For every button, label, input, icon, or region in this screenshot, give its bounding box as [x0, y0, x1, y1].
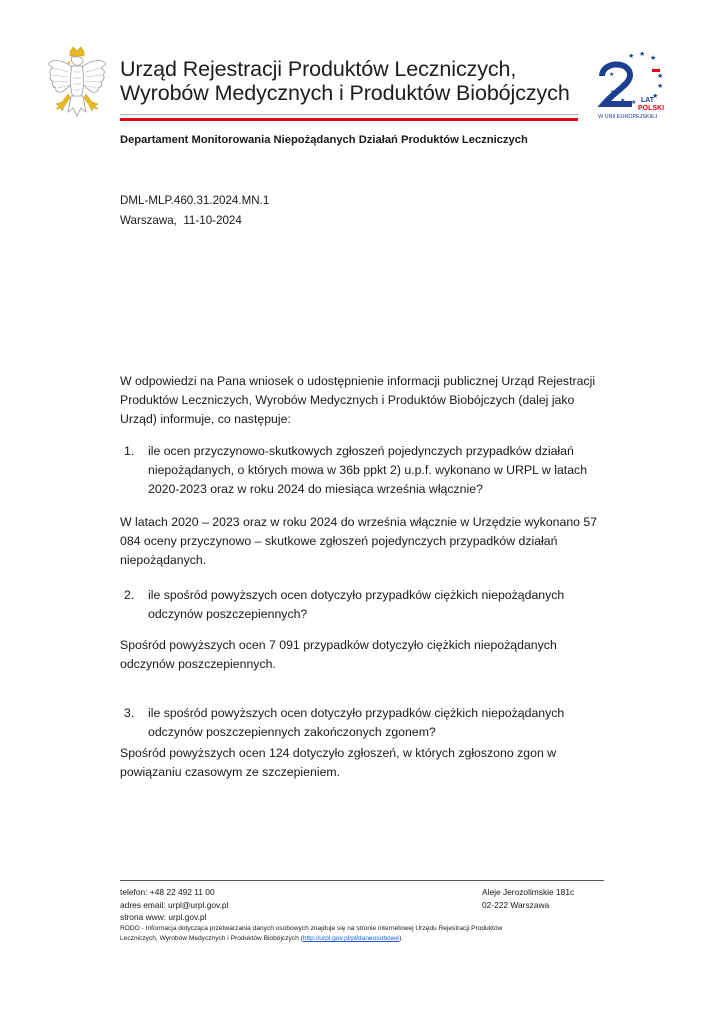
header-red-rule [120, 118, 578, 121]
svg-text:★: ★ [620, 81, 626, 88]
footer-website: strona www: urpl.gov.pl [120, 912, 207, 923]
footer-rodo-notice [120, 924, 502, 945]
svg-text:★: ★ [650, 54, 657, 62]
header-gray-rule [120, 114, 578, 115]
rodo-link[interactable]: http://urpl.gov.pl/pl/daneosobowe [302, 935, 400, 943]
rodo-line-2 [120, 934, 502, 944]
footer-address [482, 886, 574, 911]
svg-text:★: ★ [631, 99, 637, 106]
rodo-prefix: Leczniczych, Wyrobów Medycznych i Produktów Biobójczych ( [120, 935, 303, 943]
institution-name-line-1: Urząd Rejestracji Produktów Leczniczych, [120, 57, 517, 81]
badge-polski: POLSKI [638, 105, 665, 112]
eu-20-years-badge-icon [594, 50, 690, 122]
question-text: ile spośród powyższych ocen dotyczyło przypadków ciężkich niepożądanych odczynów poszczepiennych? [148, 588, 565, 622]
footer-email: adres email: urpl@urpl.gov.pl [120, 899, 229, 910]
svg-text:★: ★ [610, 89, 616, 96]
badge-eu: W UNII EUROPEJSKIEJ [598, 114, 658, 120]
question-number: 1. [124, 444, 135, 458]
polish-eagle-emblem-icon [46, 46, 108, 122]
question-item-2 [124, 586, 594, 624]
footer-rule [120, 880, 604, 881]
question-number: 2. [124, 588, 135, 602]
svg-text:★: ★ [620, 97, 626, 104]
institution-name-line-2: Wyrobów Medycznych i Produktów Biobójczych [120, 81, 570, 105]
svg-text:★: ★ [628, 52, 635, 60]
answer-paragraph-1: W latach 2020 – 2023 oraz w roku 2024 do września włącznie w Urzędzie wykonano 57 084 oceny przyczynowo – skutkowe zgłoszeń pojedynczych przypadków działań niepożądanych. [120, 515, 598, 568]
footer-phone: telefon: +48 22 492 11 00 [120, 887, 215, 897]
svg-text:★: ★ [609, 71, 615, 78]
place-and-date: Warszawa, 11-10-2024 [120, 214, 242, 227]
rodo-suffix: ). [399, 935, 404, 943]
question-item-3 [124, 704, 594, 742]
svg-text:★: ★ [639, 50, 646, 58]
question-item-1 [124, 442, 594, 500]
svg-text:★: ★ [657, 72, 664, 80]
rodo-line-1: RODO - Informacja dotycząca przetwarzania danych osobowych znajduje się na stronie internetowej Urzędu Rejestracji Produktów [120, 925, 503, 932]
footer-address-line-2: 02-222 Warszawa [482, 899, 550, 910]
question-text: ile spośród powyższych ocen dotyczyło przypadków ciężkich niepożądanych odczynów poszczepiennych zakończonych zgonem? [148, 706, 565, 740]
intro-paragraph: W odpowiedzi na Pana wniosek o udostępnienie informacji publicznej Urząd Rejestracji Produktów Leczniczych, Wyrobów Medycznych i Produktów Biobójczych (dalej jako Urząd) informuje, co następuje: [120, 374, 596, 427]
question-number: 3. [124, 706, 135, 720]
department-name: Departament Monitorowania Niepożądanych Działań Produktów Leczniczych [120, 134, 528, 146]
badge-lat: LAT [641, 97, 655, 104]
question-text: ile ocen przyczynowo-skutkowych zgłoszeń pojedynczych przypadków działań niepożądanych, o których mowa w 36b ppkt 2) u.p.f. wykonano w URPL w latach 2020-2023 oraz w roku 2024 do miesiąca września włącznie? [148, 444, 588, 497]
answer-paragraph-2: Spośród powyższych ocen 7 091 przypadków dotyczyło ciężkich niepożądanych odczynów poszczepiennych. [120, 638, 557, 672]
answer-paragraph-3: Spośród powyższych ocen 124 dotyczyło zgłoszeń, w których zgłoszono zgon w powiązaniu czasowym ze szczepieniem. [120, 746, 557, 780]
svg-text:★: ★ [657, 82, 664, 90]
reference-number: DML-MLP.460.31.2024.MN.1 [120, 194, 270, 207]
footer-address-line-1: Aleje Jerozolimskie 181c [482, 887, 575, 897]
svg-text:★: ★ [652, 92, 659, 100]
footer-contact [120, 886, 228, 924]
